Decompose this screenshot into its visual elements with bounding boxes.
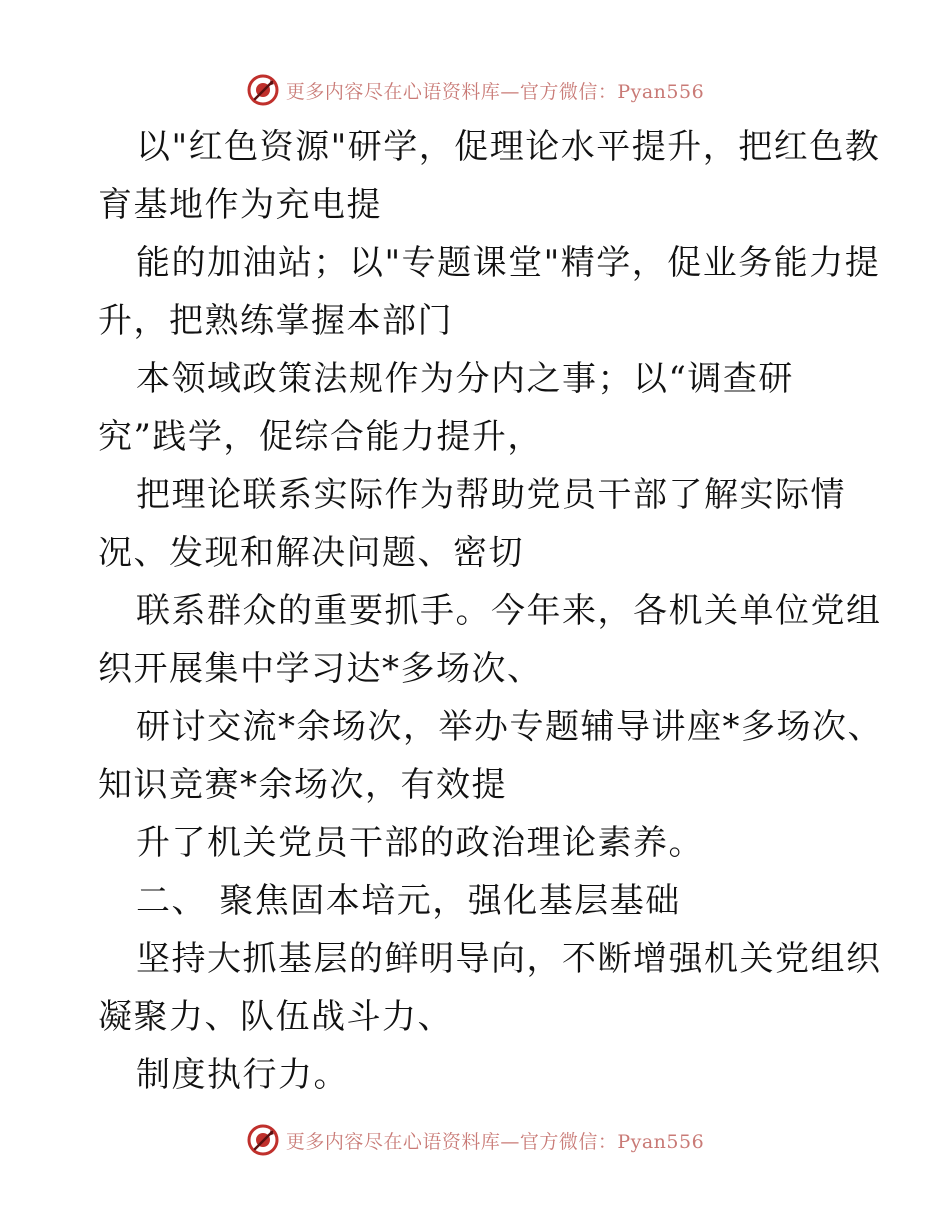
- paragraph: [98, 350, 858, 466]
- text-line: 织开展集中学习达*多场次、: [98, 649, 543, 689]
- text-line: 升，把熟练掌握本部门: [98, 301, 453, 341]
- text-line: 二、 聚焦固本培元，强化基层基础: [136, 881, 681, 921]
- paragraph: [98, 930, 882, 1046]
- watermark-text: 更多内容尽在心语资料库—官方微信：Pyan556: [285, 80, 705, 103]
- footer-watermark-banner: [0, 1120, 950, 1160]
- document-body: [98, 118, 883, 1104]
- text-line: 把理论联系实际作为帮助党员干部了解实际情: [136, 475, 846, 515]
- paragraph: [98, 814, 858, 872]
- paragraph: [98, 234, 881, 350]
- text-line: 况、发现和解决问题、密切: [98, 533, 524, 573]
- paragraph: [98, 698, 883, 814]
- watermark-text: 更多内容尽在心语资料库—官方微信：Pyan556: [285, 1130, 705, 1153]
- paragraph: [98, 582, 882, 698]
- text-line: 究”践学，促综合能力提升，: [98, 417, 543, 457]
- text-line: 升了机关党员干部的政治理论素养。: [136, 823, 704, 863]
- text-line: 本领域政策法规作为分内之事；以“调查研: [136, 359, 794, 399]
- brand-logo-icon: [246, 73, 280, 107]
- text-line: 联系群众的重要抓手。今年来，各机关单位党组: [136, 591, 882, 631]
- brand-logo-icon: [246, 1123, 280, 1157]
- header-watermark-banner: [0, 70, 950, 110]
- text-line: 以"红色资源"研学，促理论水平提升，把红色教: [136, 127, 881, 167]
- paragraph: [98, 1046, 858, 1104]
- text-line: 研讨交流*余场次，举办专题辅导讲座*多场次、: [136, 707, 883, 747]
- text-line: 育基地作为充电提: [98, 185, 382, 225]
- text-line: 知识竞赛*余场次，有效提: [98, 765, 507, 805]
- text-line: 坚持大抓基层的鲜明导向，不断增强机关党组织: [136, 939, 882, 979]
- section-heading: [98, 872, 858, 930]
- text-line: 制度执行力。: [136, 1055, 349, 1095]
- text-line: 能的加油站；以"专题课堂"精学，促业务能力提: [136, 243, 881, 283]
- paragraph: [98, 466, 858, 582]
- text-line: 凝聚力、队伍战斗力、: [98, 997, 453, 1037]
- paragraph: [98, 118, 881, 234]
